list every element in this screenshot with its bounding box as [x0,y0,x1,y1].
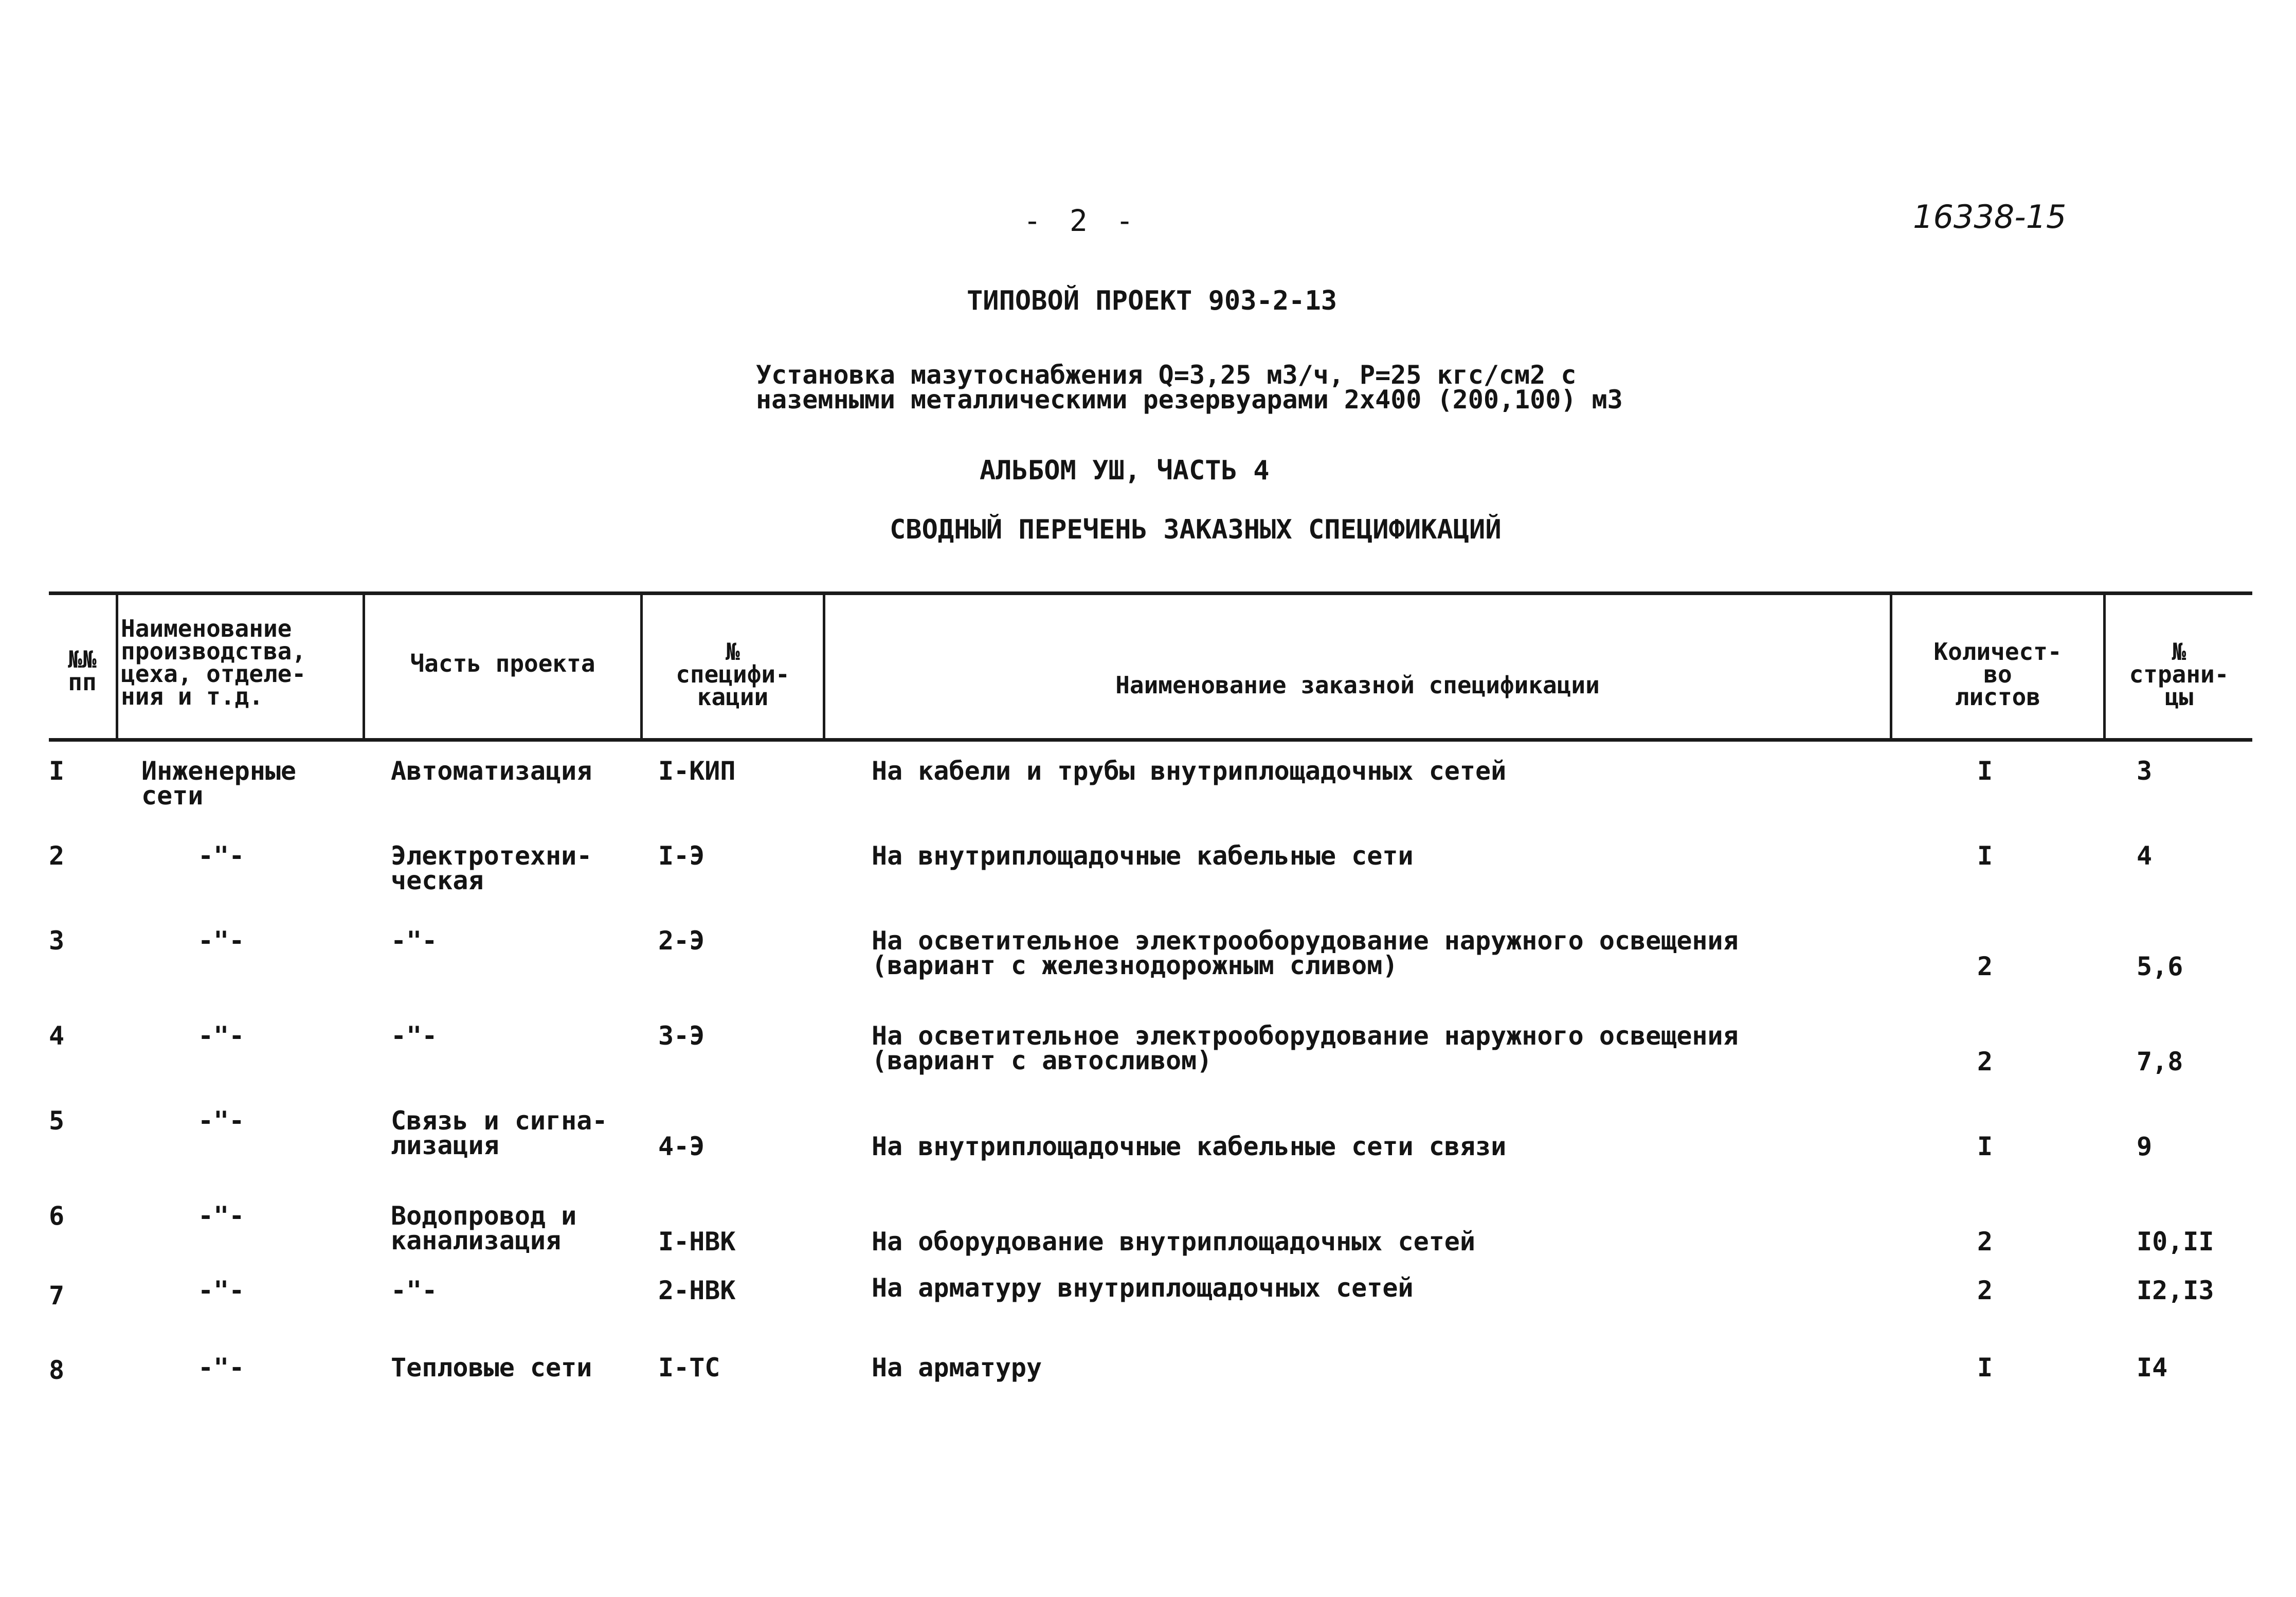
row-1-part: Автоматизация [391,756,592,786]
column-divider [116,591,118,741]
row-5-num: 5 [49,1106,65,1136]
row-1-spec: I-КИП [658,756,736,786]
row-3-part: -"- [391,926,438,956]
page-number: - 2 - [1023,203,1139,238]
document-subtitle [756,360,1623,415]
row-7-part: -"- [391,1276,438,1305]
row-5-title: На внутриплощадочные кабельные сети связи [872,1132,1507,1161]
row-4-title: На осветительное электрооборудование наружного освещения (вариант с автосливом) [872,1021,1739,1075]
row-6-spec: I-НВК [658,1227,736,1257]
row-2-shop: -"- [198,841,245,871]
header-qty: Количест- во листов [1933,638,2062,711]
row-8-num: 8 [49,1355,65,1385]
row-6-shop: -"- [198,1201,245,1231]
row-5-qty: I [1977,1132,1993,1161]
row-8-qty: I [1977,1353,1993,1383]
header-title: Наименование заказной спецификации [1115,671,1600,699]
row-4-qty: 2 [1977,1047,1993,1076]
row-6-page: I0,II [2137,1227,2214,1257]
row-8-part: Тепловые сети [391,1353,592,1383]
row-6-part: Водопровод и канализация [391,1201,577,1255]
header-part: Часть проекта [410,650,595,677]
header-spec: № специфи- кации [676,638,790,711]
row-3-page: 5,6 [2137,952,2183,981]
row-2-part: Электротехни- ческая [391,841,592,895]
row-8-shop: -"- [198,1353,245,1383]
row-5-shop: -"- [198,1106,245,1136]
row-1-shop: Инженерные сети [141,756,297,811]
column-divider [823,591,825,741]
row-4-num: 4 [49,1021,65,1051]
row-7-page: I2,I3 [2137,1276,2214,1305]
row-1-title: На кабели и трубы внутриплощадочных сетей [872,756,1507,786]
row-5-part: Связь и сигна- лизация [391,1106,608,1160]
row-3-shop: -"- [198,926,245,956]
row-6-qty: 2 [1977,1227,1993,1257]
subtitle-line-1: Установка мазутоснабжения Q=3,25 м3/ч, Р=25 кгс/см2 с [756,360,1577,390]
row-7-qty: 2 [1977,1276,1993,1305]
row-8-page: I4 [2137,1353,2168,1383]
row-6-title: На оборудование внутриплощадочных сетей [872,1227,1475,1257]
document-title: ТИПОВОЙ ПРОЕКТ 903-2-13 [967,285,1337,316]
header-num: №№ пп [68,645,97,696]
row-4-page: 7,8 [2137,1047,2183,1076]
row-3-spec: 2-Э [658,926,705,956]
row-7-shop: -"- [198,1276,245,1305]
row-3-num: 3 [49,926,65,956]
table-header-rule [49,738,2252,742]
document-code: 16338-15 [1913,198,2067,236]
row-3-title: На осветительное электрооборудование наружного освещения (вариант с железнодорожным сливом) [872,926,1739,980]
row-2-page: 4 [2137,841,2153,871]
row-3-qty: 2 [1977,952,1993,981]
row-1-page: 3 [2137,756,2153,786]
row-7-spec: 2-НВК [658,1276,736,1305]
row-7-title: На арматуру внутриплощадочных сетей [872,1273,1414,1303]
row-8-spec: I-ТС [658,1353,720,1383]
header-shop: Наименование производства, цеха, отделе- ния и т.д. [121,615,306,710]
subtitle-line-2: наземными металлическими резервуарами 2х400 (200,100) м3 [756,385,1623,415]
header-page: № страни- цы [2129,638,2229,711]
row-4-part: -"- [391,1021,438,1051]
row-4-shop: -"- [198,1021,245,1051]
row-2-spec: I-Э [658,841,705,871]
row-1-qty: I [1977,756,1993,786]
row-2-num: 2 [49,841,65,871]
row-8-title: На арматуру [872,1353,1042,1383]
specification-table [49,591,2252,1414]
row-1-num: I [49,756,65,786]
row-4-spec: 3-Э [658,1021,705,1051]
row-2-title: На внутриплощадочные кабельные сети [872,841,1414,871]
row-2-qty: I [1977,841,1993,871]
album-label: АЛЬБОМ УШ, ЧАСТЬ 4 [980,455,1270,486]
row-6-num: 6 [49,1201,65,1231]
row-7-num: 7 [49,1281,65,1311]
list-title: СВОДНЫЙ ПЕРЕЧЕНЬ ЗАКАЗНЫХ СПЕЦИФИКАЦИЙ [890,514,1502,545]
row-5-spec: 4-Э [658,1132,705,1161]
row-5-page: 9 [2137,1132,2153,1161]
table-top-rule [49,591,2252,595]
